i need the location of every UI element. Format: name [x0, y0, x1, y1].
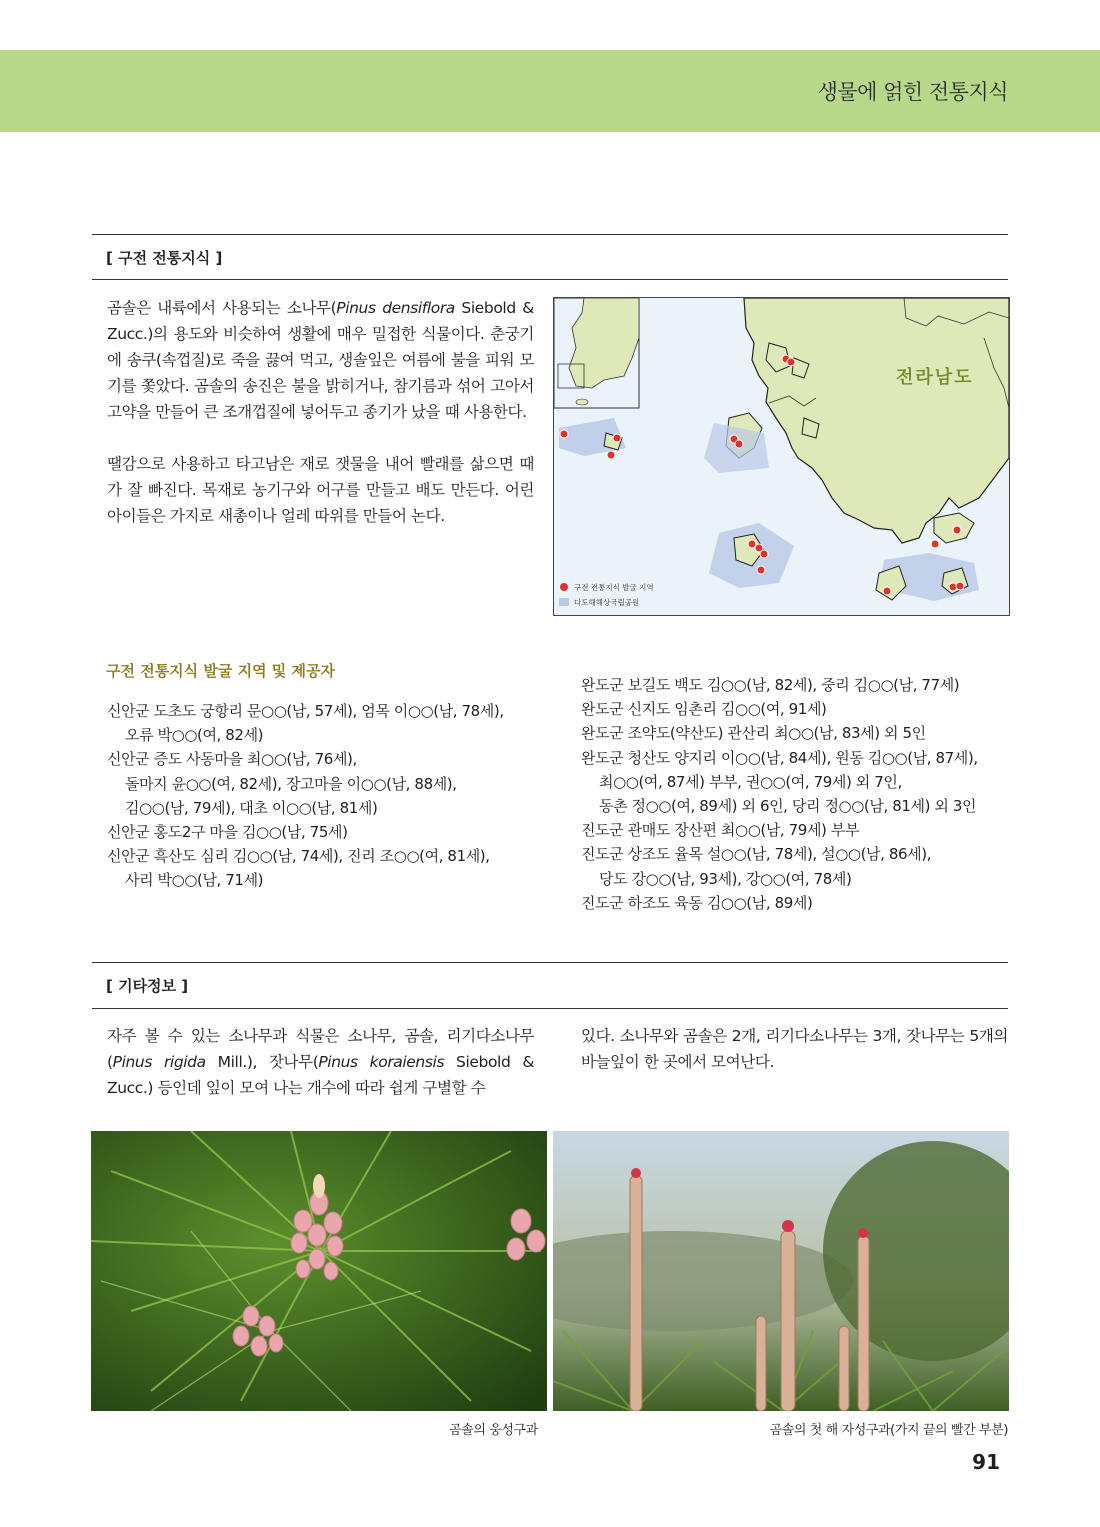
informant-line: 당도 강○○(남, 93세), 강○○(여, 78세)	[599, 869, 852, 888]
informant-line: 진도군 하조도 육동 김○○(남, 89세)	[581, 893, 813, 912]
informant-line: 신안군 도초도 궁항리 문○○(남, 57세), 엄목 이○○(남, 78세),	[107, 702, 504, 720]
informant-line: 동촌 정○○(여, 89세) 외 6인, 당리 정○○(남, 81세) 외 3인	[599, 797, 977, 816]
informant-line: 진도군 관매도 장산편 최○○(남, 79세) 부부	[581, 821, 860, 840]
photo-right-caption: 곰솔의 첫 해 자성구과(가지 끝의 빨간 부분)	[769, 1423, 1008, 1438]
informant-line: 신안군 홍도2구 마을 김○○(남, 75세)	[107, 823, 348, 842]
photo-female-cones-svg	[553, 1131, 1009, 1411]
site-marker	[757, 566, 765, 574]
site-marker	[883, 587, 891, 595]
site-marker	[613, 434, 621, 442]
site-marker	[931, 540, 939, 548]
informant-line: 사리 박○○(남, 71세)	[125, 871, 264, 890]
inset-jeju	[576, 399, 588, 405]
distribution-map	[553, 297, 1010, 616]
legend-site-label: 구전 전통지식 발굴 지역	[574, 583, 654, 592]
other-text-a: 자주 볼 수 있는 소나무과 식물은 소나무, 곰솔, 리기다소나무(	[107, 1027, 534, 1071]
photo-female-cones	[553, 1131, 1009, 1411]
site-marker	[787, 358, 795, 366]
oral-knowledge-text	[107, 295, 534, 529]
informant-line: 완도군 청산도 양지리 이○○(남, 84세), 원동 김○○(남, 87세),	[581, 748, 978, 767]
scientific-name: Pinus densiflora	[336, 299, 455, 317]
map-svg	[554, 298, 1009, 615]
para1-text-a: 곰솔은 내륙에서 사용되는 소나무(	[107, 299, 337, 317]
section-heading-other: [ 기타정보 ]	[106, 977, 189, 995]
other-info-left	[107, 1023, 534, 1101]
informant-line: 진도군 상조도 율목 설○○(남, 78세), 설○○(남, 86세),	[581, 845, 932, 864]
section-rule-top	[92, 234, 1008, 235]
legend-site-icon	[560, 583, 568, 591]
other-text-b: Mill.), 잣나무(	[205, 1053, 319, 1071]
informant-line: 완도군 신지도 임촌리 김○○(여, 91세)	[581, 700, 827, 719]
page-number: 91	[972, 1450, 1000, 1474]
informant-line: 완도군 보길도 백도 김○○(남, 82세), 중리 김○○(남, 77세)	[581, 676, 960, 694]
region-label: 전라남도	[896, 367, 974, 388]
informants-heading: 구전 전통지식 발굴 지역 및 제공자	[106, 662, 335, 680]
informants-list-left	[107, 699, 504, 893]
informant-line: 신안군 증도 사동마을 최○○(남, 76세),	[107, 750, 357, 769]
site-marker	[607, 451, 615, 459]
informant-line: 최○○(여, 87세) 부부, 권○○(여, 79세) 외 7인,	[599, 772, 902, 791]
paragraph-1	[107, 295, 534, 425]
legend-park-label: 다도해해상국립공원	[574, 598, 640, 607]
header-band	[0, 50, 1100, 132]
informants-list-right	[581, 673, 978, 915]
section-heading-oral: [ 구전 전통지식 ]	[106, 249, 223, 267]
informant-line: 신안군 흑산도 심리 김○○(남, 74세), 진리 조○○(여, 81세),	[107, 847, 490, 866]
photo-male-cones-svg	[91, 1131, 547, 1411]
site-marker	[953, 526, 961, 534]
para1-text-b: Siebold & Zucc.)의 용도와 비슷하여 생활에 매우 밀접한 식물이다. 춘궁기에 송쿠(속껍질)로 죽을 끓여 먹고, 생솔잎은 여름에 불을 피워 모기를 쫓았다. 곰솔의 송진은 불을 밝히거나, 참기름과 섞어 고아서 고약을 만들어 큰 조개껍질에 넣어두고 종기가 났을 때 사용한다.	[107, 299, 534, 421]
site-marker	[956, 582, 964, 590]
section2-rule-bottom	[92, 1008, 1008, 1009]
scientific-name: Pinus koraiensis	[318, 1053, 445, 1071]
informant-line: 돌마지 윤○○(여, 82세), 장고마을 이○○(남, 88세),	[125, 774, 457, 793]
scientific-name: Pinus rigida	[112, 1053, 206, 1071]
site-marker	[560, 430, 568, 438]
other-info-right: 있다. 소나무와 곰솔은 2개, 리기다소나무는 3개, 잣나무는 5개의 바늘잎이 한 곳에서 모여난다.	[581, 1027, 1008, 1071]
photo-left-caption: 곰솔의 웅성구과	[449, 1423, 538, 1438]
paragraph-2: 땔감으로 사용하고 타고남은 재로 잿물을 내어 빨래를 삶으면 때가 잘 빠진다. 목재로 농기구와 어구를 만들고 배도 만든다. 어린아이들은 가지로 새총이나 얼레 따위를 만들어 논다.	[107, 455, 534, 525]
photo-male-cones	[91, 1131, 547, 1411]
informant-line: 김○○(남, 79세), 대초 이○○(남, 81세)	[125, 798, 378, 817]
section2-rule-top	[92, 962, 1008, 963]
header-title: 생물에 얽힌 전통지식	[817, 80, 1008, 104]
informant-line: 완도군 조약도(약산도) 관산리 최○○(남, 83세) 외 5인	[581, 724, 926, 743]
section-rule-bottom	[92, 279, 1008, 280]
legend-park-icon	[559, 598, 569, 606]
site-marker	[735, 440, 743, 448]
informant-line: 오류 박○○(여, 82세)	[125, 726, 264, 745]
site-marker	[760, 550, 768, 558]
other-text-c: Siebold & Zucc.) 등인데 잎이 모여 나는 개수에 따라 쉽게 구별할 수	[107, 1053, 535, 1097]
